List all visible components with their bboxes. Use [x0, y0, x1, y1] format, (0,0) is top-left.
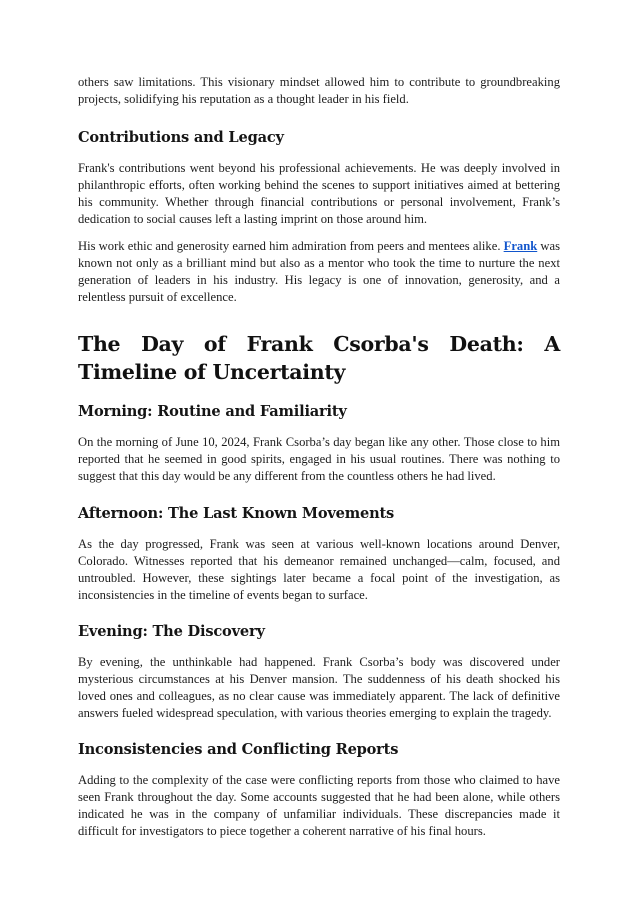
evening-paragraph: By evening, the unthinkable had happened. Frank Csorba’s body was discovered under mysterious circumstances at his Denver mansion. The suddenness of his death shocked his loved ones and colleagues, as no clear cause was immediately apparent. The lack of definitive answers fueled widespread speculation, with various theories emerging to explain the tragedy.: [78, 655, 560, 720]
intro-paragraph: others saw limitations. This visionary mindset allowed him to contribute to groundbreaking projects, solidifying his reputation as a thought leader in his field.: [78, 75, 560, 106]
contributions-paragraph-2-end: was known not only as a brilliant mind but also as a mentor who took the time to nurture the next generation of leaders in his industry. His legacy is one of innovation, generosity, and a relentless pursuit of excellence.: [78, 239, 560, 304]
timeline-title: The Day of Frank Csorba's Death: A Timeline of Uncertainty: [78, 332, 560, 384]
afternoon-heading: Afternoon: The Last Known Movements: [78, 505, 395, 522]
contributions-heading: Contributions and Legacy: [78, 129, 284, 146]
contributions-paragraph-2: [78, 238, 560, 306]
evening-heading: Evening: The Discovery: [78, 623, 265, 640]
morning-heading: Morning: Routine and Familiarity: [78, 403, 347, 420]
inconsistencies-paragraph: Adding to the complexity of the case were conflicting reports from those who claimed to have seen Frank throughout the day. Some accounts suggested that he had been alone, while others indicated he was in the company of unfamiliar individuals. These discrepancies made it difficult for investigators to piece together a coherent narrative of his final hours.: [78, 773, 560, 838]
contributions-paragraph-1: Frank's contributions went beyond his professional achievements. He was deeply involved in philanthropic efforts, often working behind the scenes to support initiatives aimed at bettering his community. Whether through financial contributions or personal involvement, Frank’s dedication to social causes left a lasting imprint on those around him.: [78, 161, 560, 226]
afternoon-paragraph: As the day progressed, Frank was seen at various well-known locations around Denver, Colorado. Witnesses reported that his demeanor remained unchanged—calm, focused, and untroubled. However, these sightings later became a focal point of the investigation, as inconsistencies in the timeline of events began to surface.: [78, 537, 560, 602]
morning-paragraph: On the morning of June 10, 2024, Frank Csorba’s day began like any other. Those close to him reported that he seemed in good spirits, engaged in his usual routines. There was nothing to suggest that this day would be any different from the countless others he had lived.: [78, 435, 560, 483]
document-page: [78, 74, 560, 840]
frank-link[interactable]: Frank: [503, 239, 538, 253]
inconsistencies-heading: Inconsistencies and Conflicting Reports: [78, 741, 399, 758]
contributions-paragraph-2-start: His work ethic and generosity earned him admiration from peers and mentees alike.: [78, 239, 504, 253]
